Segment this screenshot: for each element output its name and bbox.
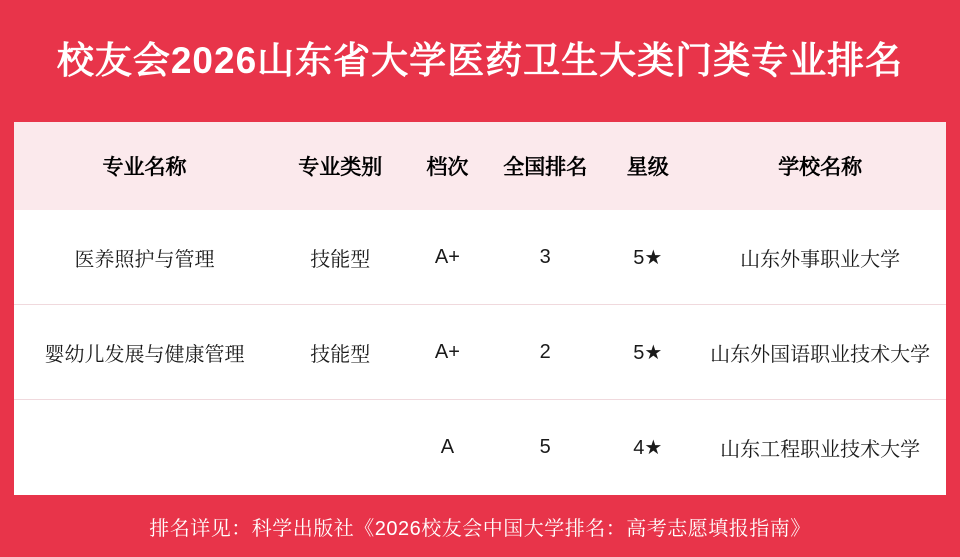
table-body xyxy=(14,210,946,494)
table-row xyxy=(14,210,946,305)
cell-rank: 5 xyxy=(489,400,601,495)
cell-stars: 5★ xyxy=(601,210,694,305)
table-header-row xyxy=(14,122,946,210)
ranking-table xyxy=(14,122,946,494)
cell-major xyxy=(14,400,275,495)
cell-rank: 3 xyxy=(489,210,601,305)
column-header-stars: 星级 xyxy=(601,122,694,210)
cell-category: 技能型 xyxy=(275,305,405,400)
cell-category xyxy=(275,400,405,495)
cell-grade: A xyxy=(405,400,489,495)
cell-school: 山东外事职业大学 xyxy=(694,210,946,305)
ranking-table-container xyxy=(14,122,946,495)
cell-grade: A+ xyxy=(405,305,489,400)
table-row xyxy=(14,305,946,400)
cell-rank: 2 xyxy=(489,305,601,400)
title-bar xyxy=(0,0,960,122)
table-row xyxy=(14,400,946,495)
cell-grade: A+ xyxy=(405,210,489,305)
cell-school: 山东工程职业技术大学 xyxy=(694,400,946,495)
column-header-grade: 档次 xyxy=(405,122,489,210)
column-header-category: 专业类别 xyxy=(275,122,405,210)
footer-note: 排名详见：科学出版社《2026校友会中国大学排名：高考志愿填报指南》 xyxy=(149,517,811,540)
cell-major: 医养照护与管理 xyxy=(14,210,275,305)
page-title: 校友会2026山东省大学医药卫生大类门类专业排名 xyxy=(56,39,904,81)
cell-school: 山东外国语职业技术大学 xyxy=(694,305,946,400)
cell-category: 技能型 xyxy=(275,210,405,305)
column-header-major: 专业名称 xyxy=(14,122,275,210)
cell-stars: 4★ xyxy=(601,400,694,495)
cell-major: 婴幼儿发展与健康管理 xyxy=(14,305,275,400)
cell-stars: 5★ xyxy=(601,305,694,400)
column-header-rank: 全国排名 xyxy=(489,122,601,210)
column-header-school: 学校名称 xyxy=(694,122,946,210)
table-header xyxy=(14,122,946,210)
